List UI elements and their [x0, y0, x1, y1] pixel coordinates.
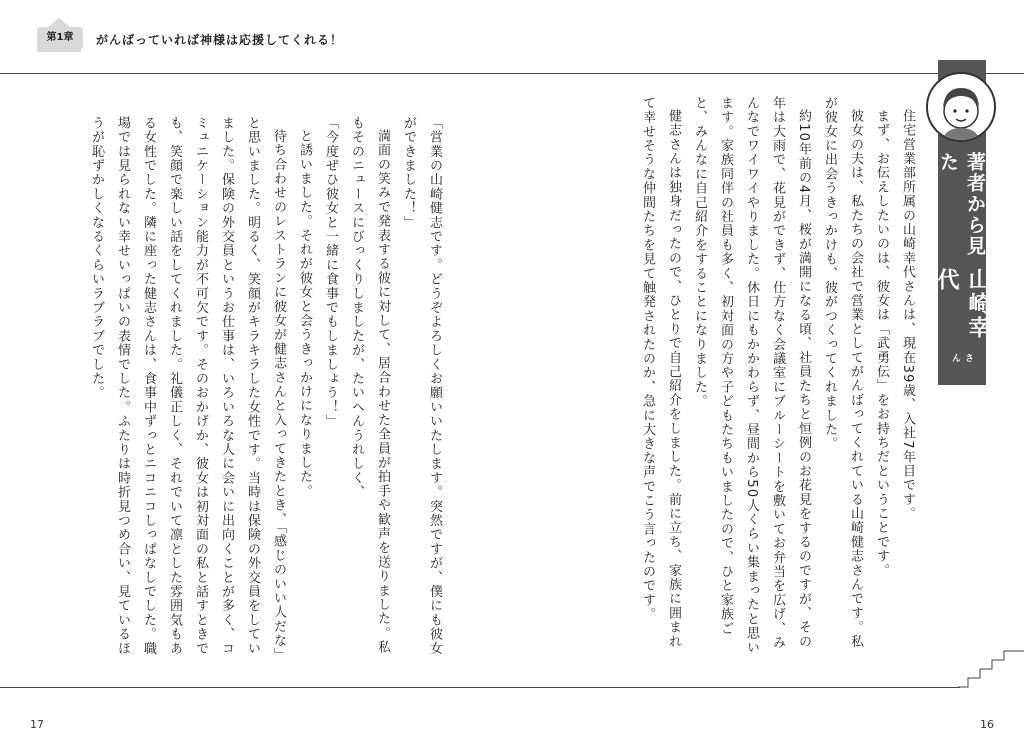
top-rule	[0, 73, 1024, 74]
paragraph: 彼女の夫は、私たちの会社で営業としてがんばってくれている山崎健志さんです。私が彼女に出会うきっかけも、彼がつくってくれました。	[822, 96, 863, 649]
chapter-label: 第1章	[37, 27, 83, 49]
paragraph: まず、お伝えしたいのは、彼女は「武勇伝」をお持ちだということです。	[874, 109, 889, 578]
page-number-left: 17	[30, 718, 44, 731]
bottom-rule	[0, 687, 960, 688]
paragraph: 約10年前の4月、桜が満開になる頃、社員たちと恒例のお花見をするのですが、その年は大雨で、花見ができず、仕方なく会議室にブルーシートを敷いてお弁当を広げ、みんなでワイワイやりました。休日にもかかわらず、昼間から50人くらい集まったと思います。家族同伴の社員も多く、初対面の方や子どもたちもいましたので、ひと家族ごと、みんなに自己紹介をすることになりました。	[692, 96, 811, 655]
paragraph: 「今度ぜひ彼女と一緒に食事でもしましょう！」	[323, 116, 338, 429]
author-panel-heading: 著者から見た	[937, 152, 986, 257]
paragraph: 満面の笑みで発表する彼に対して、居合わせた全員が拍手や歓声を送りました。私もそのニュースにびっくりしましたが、たいへんうれしく、	[349, 116, 390, 655]
right-page-body	[590, 96, 920, 656]
left-page-body	[52, 116, 447, 656]
stairs-decoration	[958, 648, 1024, 690]
paragraph: 住宅営業部所属の山崎幸代さんは、現在39歳、入社7年目です。	[900, 109, 915, 521]
paragraph: 健志さんは独身だったので、ひとりで自己紹介をしました。前に立ち、家族に囲まれて幸せそうな仲間たちを見て触発されたのか、急に大きな声でこう言ったのです。	[640, 96, 681, 649]
paragraph: 「営業の山崎健志です。どうぞよろしくお願いいたします。突然ですが、僕にも彼女ができました！」	[401, 116, 442, 656]
paragraph: と誘いました。それが彼女と会うきっかけになりました。	[297, 129, 312, 499]
author-panel-honorific: さん	[950, 353, 973, 365]
author-panel-title	[934, 152, 990, 372]
paragraph: 待ち合わせのレストランに彼女が健志さんと入ってきたとき、「感じのいい人だな」と思いました。明るく、笑顔がキラキラした女性です。当時は保険の外交員をしていました。保険の外交員というお仕事は、いろいろな人に会いに出向くことが多く、コミュニケーション能力が不可欠です。そのおかげか、彼女は初対面の私と話すときでも、笑顔で楽しい話をしてくれました。礼儀正しく、それでいて凛とした雰囲気もある女性でした。隣に座った健志さんは、食事中ずっとニコニコしっぱなしでした。職場では見られない幸せいっぱいの表情でした。ふたりは時折見つめ合い、見ているほうが恥ずかしくなるくらいラブラブでした。	[89, 116, 286, 656]
page-number-right: 16	[980, 718, 994, 731]
author-panel-name: 山崎幸代	[934, 268, 990, 341]
running-header-title: がんばっていれば神様は応援してくれる！	[96, 33, 344, 47]
author-portrait-illustration	[926, 72, 996, 142]
